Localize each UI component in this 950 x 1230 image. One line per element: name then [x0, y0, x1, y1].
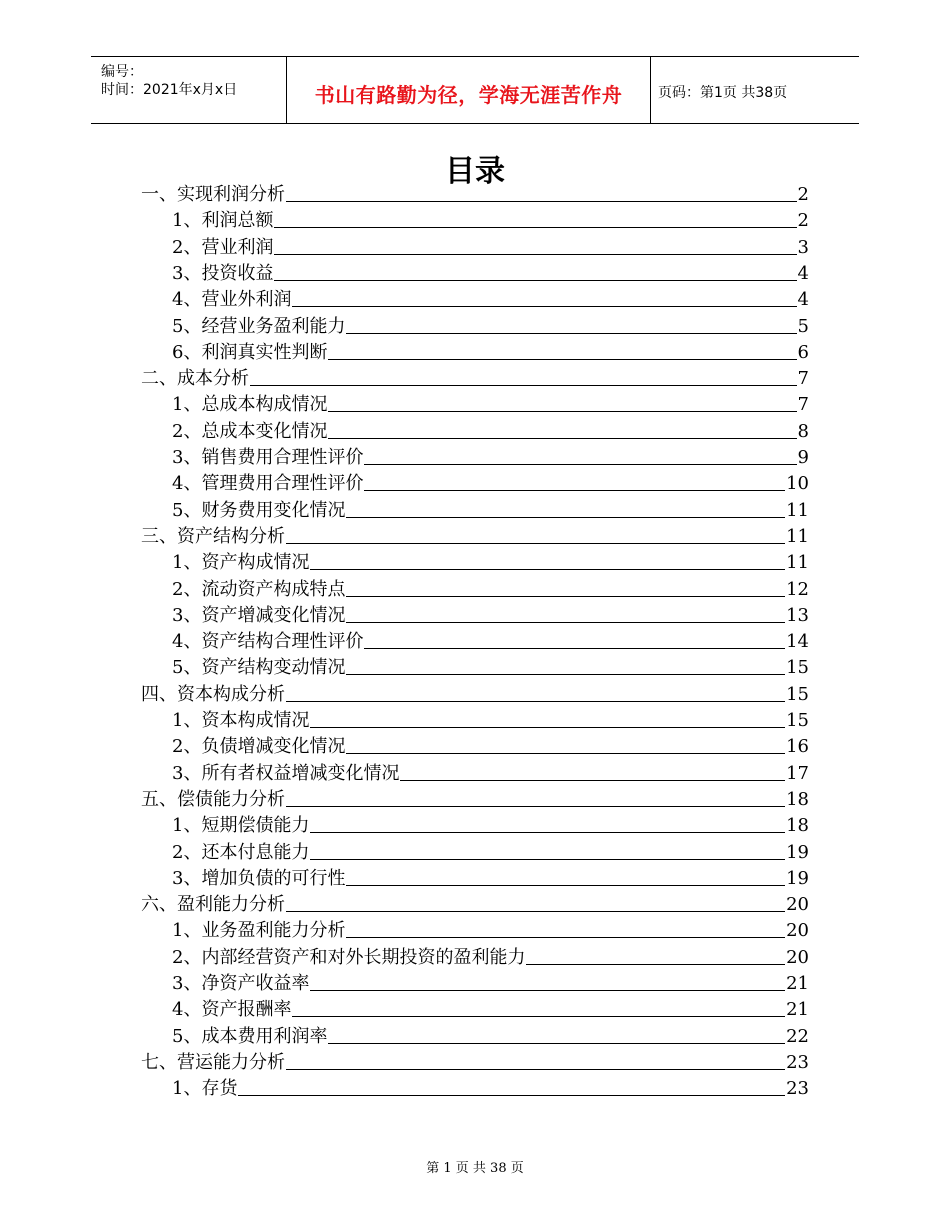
header-motto-cell — [286, 57, 651, 123]
toc-entry-title: 3、资产增减变化情况 — [172, 604, 346, 626]
toc-page-number: 15 — [786, 710, 809, 731]
toc-subsection-entry[interactable] — [172, 603, 809, 629]
toc-page-number: 18 — [786, 815, 809, 837]
toc-page-number: 21 — [786, 999, 809, 1021]
toc-leader-line — [328, 1043, 785, 1044]
toc-page-number: 12 — [786, 578, 809, 600]
toc-page-number: 16 — [786, 736, 809, 758]
toc-leader-line — [346, 333, 796, 334]
toc-section-entry[interactable] — [141, 524, 809, 550]
toc-leader-line — [346, 622, 785, 623]
toc-subsection-entry[interactable] — [172, 445, 809, 471]
header-motto: 书山有路勤为径，学海无涯苦作舟 — [314, 83, 623, 107]
toc-leader-line — [310, 859, 785, 860]
toc-subsection-entry[interactable] — [172, 419, 809, 445]
toc-subsection-entry[interactable] — [172, 629, 809, 655]
toc-page-number: 15 — [786, 683, 809, 705]
toc-entry-title: 5、经营业务盈利能力 — [172, 315, 346, 337]
toc-entry-title: 三、资产结构分析 — [141, 525, 285, 547]
toc-subsection-entry[interactable] — [172, 761, 809, 787]
toc-entry-title: 五、偿债能力分析 — [141, 788, 285, 810]
toc-subsection-entry[interactable] — [172, 340, 809, 366]
toc-page-number: 14 — [786, 631, 809, 653]
toc-entry-title: 2、负债增减变化情况 — [172, 736, 346, 758]
toc-subsection-entry[interactable] — [172, 866, 809, 892]
toc-entry-title: 1、存货 — [172, 1078, 238, 1100]
toc-leader-line — [346, 753, 785, 754]
toc-page-number: 20 — [786, 946, 809, 968]
toc-page-number: 20 — [786, 920, 809, 942]
toc-entry-title: 4、管理费用合理性评价 — [172, 473, 364, 495]
toc-leader-line — [328, 411, 796, 412]
toc-leader-line — [346, 885, 785, 886]
toc-leader-line — [286, 911, 785, 912]
toc-subsection-entry[interactable] — [172, 235, 809, 261]
toc-leader-line — [286, 806, 785, 807]
toc-subsection-entry[interactable] — [172, 840, 809, 866]
toc-page-number: 5 — [797, 315, 809, 337]
toc-page-number: 19 — [786, 841, 809, 863]
toc-section-entry[interactable] — [141, 892, 809, 918]
toc-page-number: 10 — [786, 473, 809, 495]
toc-page-number: 4 — [797, 289, 809, 311]
toc-entry-title: 一、实现利润分析 — [141, 184, 285, 205]
toc-subsection-entry[interactable] — [172, 945, 809, 971]
toc-entry-title: 2、还本付息能力 — [172, 841, 310, 863]
toc-entry-title: 1、资本构成情况 — [172, 710, 310, 731]
document-time-label: 时间：2021年x月x日 — [101, 82, 238, 98]
toc-entry-title: 七、营运能力分析 — [141, 1051, 285, 1073]
toc-leader-line — [286, 543, 785, 544]
toc-entry-title: 5、财务费用变化情况 — [172, 499, 346, 521]
document-number-label: 编号： — [101, 64, 143, 80]
toc-leader-line — [310, 990, 785, 991]
page-footer: 第 1 页 共 38 页 — [426, 1161, 524, 1176]
toc-subsection-entry[interactable] — [172, 392, 809, 418]
toc-leader-line — [286, 701, 785, 702]
toc-page-number: 21 — [786, 973, 809, 994]
toc-leader-line — [310, 832, 785, 833]
toc-page-number: 11 — [786, 552, 809, 574]
toc-section-entry[interactable] — [141, 1050, 809, 1076]
toc-leader-line — [346, 937, 785, 938]
toc-entry-title: 2、总成本变化情况 — [172, 420, 328, 442]
toc-section-entry[interactable] — [141, 366, 809, 392]
toc-entry-title: 2、内部经营资产和对外长期投资的盈利能力 — [172, 946, 526, 968]
toc-entry-title: 3、所有者权益增减变化情况 — [172, 762, 400, 784]
toc-leader-line — [364, 490, 785, 491]
toc-subsection-entry[interactable] — [172, 287, 809, 313]
toc-leader-line — [328, 438, 796, 439]
toc-page-number: 7 — [797, 368, 809, 390]
toc-entry-title: 3、净资产收益率 — [172, 973, 310, 994]
toc-leader-line — [274, 254, 796, 255]
header-info-cell — [91, 57, 286, 123]
toc-entry-title: 4、资产报酬率 — [172, 999, 292, 1021]
toc-leader-line — [274, 227, 796, 228]
toc-entry-title: 2、营业利润 — [172, 236, 274, 258]
toc-subsection-entry[interactable] — [172, 997, 809, 1023]
toc-leader-line — [526, 964, 785, 965]
header-page-cell — [650, 57, 859, 123]
toc-subsection-entry[interactable] — [172, 261, 809, 287]
toc-leader-line — [310, 569, 785, 570]
toc-page-number: 13 — [786, 604, 809, 626]
toc-section-entry[interactable] — [141, 682, 809, 708]
toc-page-number: 9 — [797, 447, 809, 468]
toc-entry-title: 1、利润总额 — [172, 210, 274, 232]
toc-page-number: 22 — [786, 1025, 809, 1047]
toc-page-number: 2 — [797, 184, 809, 205]
toc-entry-title: 1、总成本构成情况 — [172, 394, 328, 416]
toc-leader-line — [364, 648, 785, 649]
toc-entry-title: 1、业务盈利能力分析 — [172, 920, 346, 942]
toc-subsection-entry[interactable] — [172, 1076, 809, 1102]
toc-page-number: 8 — [797, 420, 809, 442]
toc-subsection-entry[interactable] — [172, 577, 809, 603]
toc-entry-title: 1、资产构成情况 — [172, 552, 310, 574]
toc-subsection-entry[interactable] — [172, 1024, 809, 1050]
toc-entry-title: 3、增加负债的可行性 — [172, 867, 346, 889]
toc-entry-title: 3、投资收益 — [172, 262, 274, 284]
toc-page-number: 23 — [786, 1078, 809, 1100]
toc-entry-title: 四、资本构成分析 — [141, 683, 285, 705]
toc-page-number: 23 — [786, 1051, 809, 1073]
toc-page-number: 3 — [797, 236, 809, 258]
toc-leader-line — [364, 464, 796, 465]
toc-page-number: 4 — [797, 262, 809, 284]
toc-entry-title: 1、短期偿债能力 — [172, 815, 310, 837]
toc-entry-title: 5、成本费用利润率 — [172, 1025, 328, 1047]
toc-entry-title: 6、利润真实性判断 — [172, 341, 328, 363]
toc-subsection-entry[interactable] — [172, 813, 809, 839]
page-title: 目录 — [445, 154, 505, 189]
toc-page-number: 11 — [786, 525, 809, 547]
toc-subsection-entry[interactable] — [172, 971, 809, 997]
toc-leader-line — [292, 306, 796, 307]
toc-page-number: 2 — [797, 210, 809, 232]
toc-page-number: 18 — [786, 788, 809, 810]
toc-subsection-entry[interactable] — [172, 208, 809, 234]
toc-entry-title: 二、成本分析 — [141, 368, 249, 390]
toc-entry-title: 3、销售费用合理性评价 — [172, 447, 364, 468]
toc-subsection-entry[interactable] — [172, 734, 809, 760]
header-page-label: 页码：第1页 共38页 — [658, 85, 788, 101]
toc-leader-line — [286, 1069, 785, 1070]
toc-page-number: 6 — [797, 341, 809, 363]
toc-leader-line — [346, 596, 785, 597]
toc-subsection-entry[interactable] — [172, 918, 809, 944]
page-header — [91, 56, 859, 124]
toc-subsection-entry[interactable] — [172, 655, 809, 681]
toc-entry-title: 5、资产结构变动情况 — [172, 657, 346, 679]
toc-page-number: 17 — [786, 762, 809, 784]
toc-subsection-entry[interactable] — [172, 314, 809, 340]
toc-page-number: 11 — [786, 499, 809, 521]
toc-subsection-entry[interactable] — [172, 498, 809, 524]
toc-leader-line — [310, 727, 785, 728]
toc-leader-line — [400, 780, 785, 781]
toc-section-entry[interactable] — [141, 787, 809, 813]
toc-subsection-entry[interactable] — [172, 471, 809, 497]
toc-subsection-entry[interactable] — [172, 708, 809, 734]
toc-page-number: 20 — [786, 894, 809, 916]
toc-leader-line — [250, 385, 797, 386]
toc-section-entry[interactable] — [141, 182, 809, 208]
toc-leader-line — [274, 280, 796, 281]
toc-entry-title: 六、盈利能力分析 — [141, 894, 285, 916]
toc-entry-title: 2、流动资产构成特点 — [172, 578, 346, 600]
toc-leader-line — [292, 1016, 785, 1017]
toc-page-number: 15 — [786, 657, 809, 679]
toc-subsection-entry[interactable] — [172, 550, 809, 576]
toc-entry-title: 4、营业外利润 — [172, 289, 292, 311]
toc-page-number: 19 — [786, 867, 809, 889]
toc-entry-title: 4、资产结构合理性评价 — [172, 631, 364, 653]
toc-leader-line — [286, 201, 797, 202]
toc-leader-line — [328, 359, 796, 360]
toc-leader-line — [238, 1095, 785, 1096]
toc-leader-line — [346, 674, 785, 675]
toc-page-number: 7 — [797, 394, 809, 416]
toc-leader-line — [346, 517, 785, 518]
